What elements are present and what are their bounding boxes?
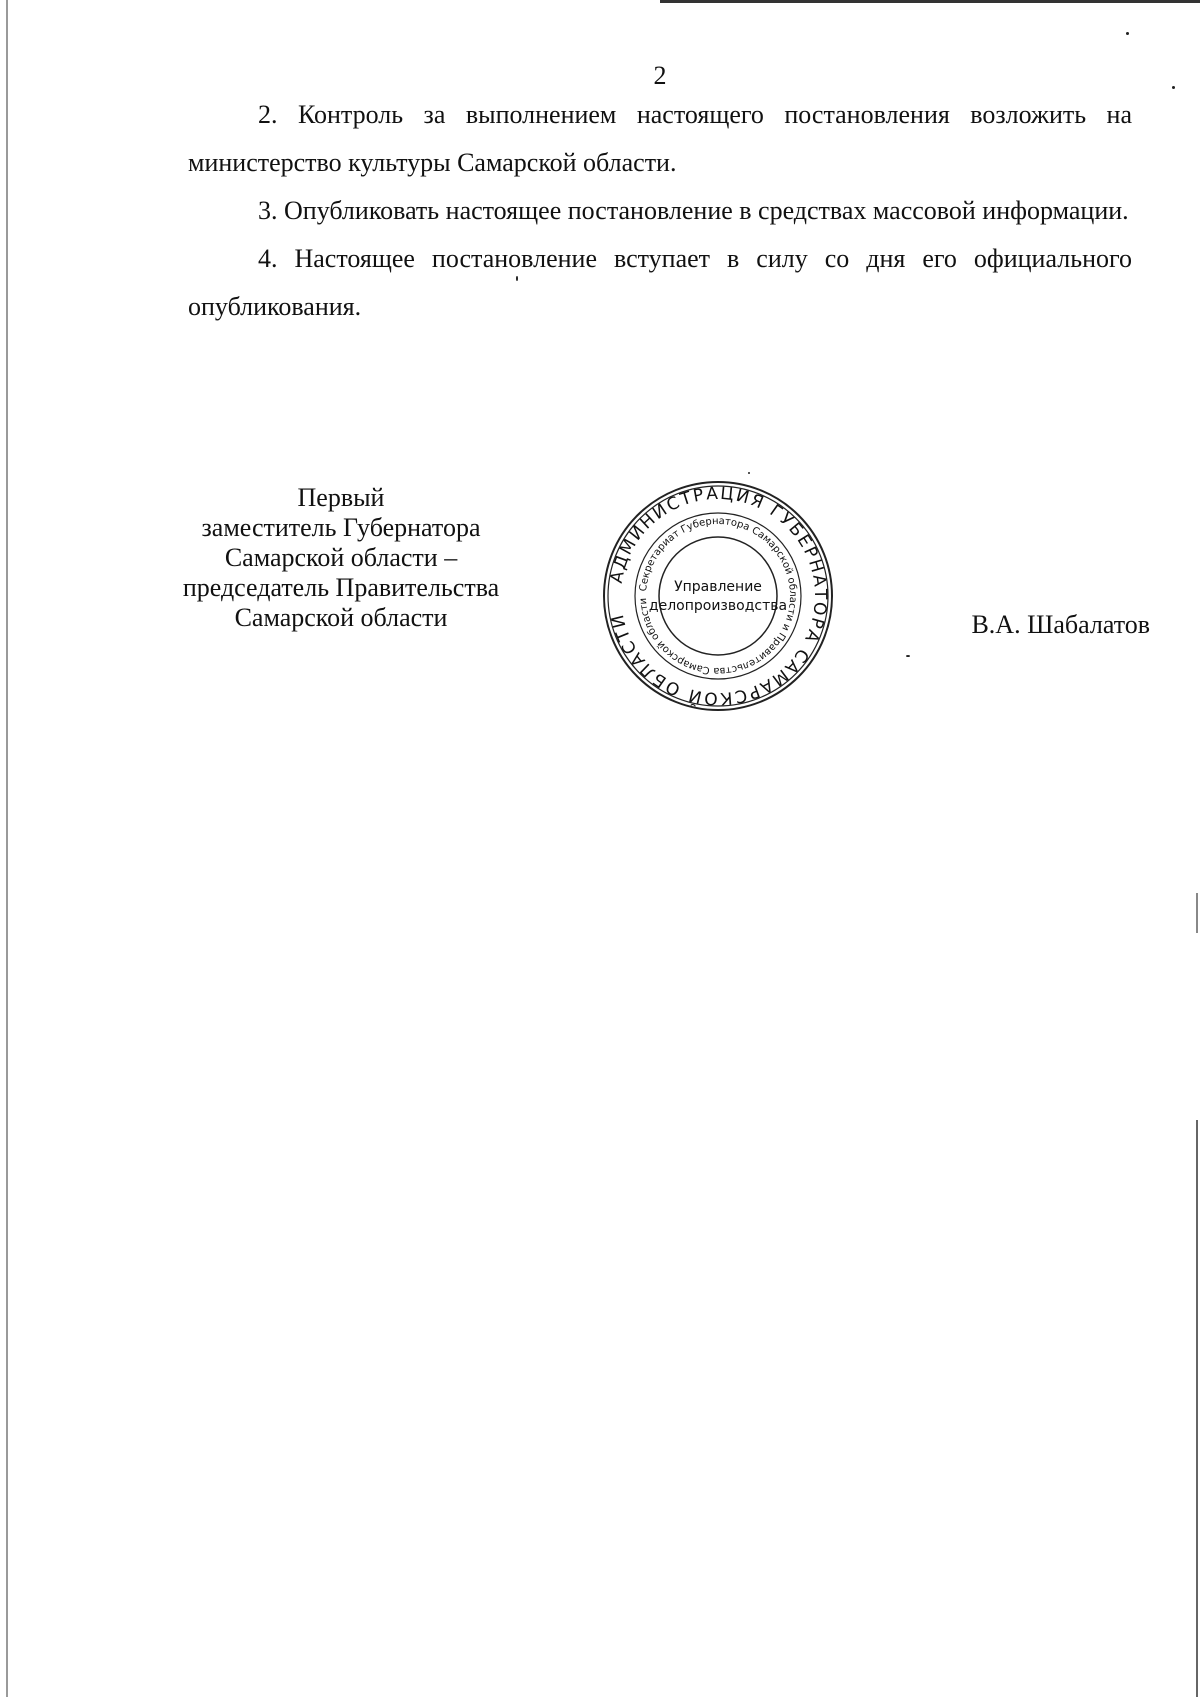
scan-speck [1126, 32, 1129, 35]
signatory-name: В.А. Шабалатов [971, 610, 1150, 639]
paragraph-3: 3. Опубликовать настоящее постановление в средствах массовой информации. [258, 196, 1129, 225]
seal-middle-ring [635, 513, 801, 679]
official-seal [600, 478, 836, 714]
page-number: 2 [653, 61, 667, 90]
document-body [188, 91, 1132, 331]
seal-center-line-2: делопроизводства [648, 598, 788, 614]
seal-graphic [600, 478, 836, 714]
seal-inner-ring [659, 537, 777, 655]
scan-edge-top [660, 0, 1200, 3]
scan-speck [748, 472, 750, 474]
paragraph-2: 2. Контроль за выполнением настоящего постановления возложить на министерство культуры Самарской области. [188, 100, 1132, 177]
scan-edge-right-mark [1196, 893, 1198, 933]
scan-edge-right [1196, 1120, 1198, 1697]
scan-speck [906, 655, 910, 657]
scan-edge-left [6, 0, 8, 1697]
seal-outer-text: АДМИНИСТРАЦИЯ ГУБЕРНАТОРА САМАРСКОЙ ОБЛАСТИ [606, 483, 831, 709]
seal-inner-text: Секретариат Губернатора Самарской области и Правительства Самарской области [637, 515, 799, 677]
position-line: председатель Правительства [182, 573, 500, 602]
position-line: заместитель Губернатора [201, 513, 481, 542]
paragraph-4: 4. Настоящее постановление вступает в силу со дня его официального опубликования. [188, 244, 1132, 321]
position-line: Самарской области [234, 603, 448, 632]
position-line: Первый [297, 483, 385, 512]
seal-center-line-1: Управление [674, 579, 762, 595]
signatory-position [160, 483, 522, 633]
position-line: Самарской области – [224, 543, 458, 572]
